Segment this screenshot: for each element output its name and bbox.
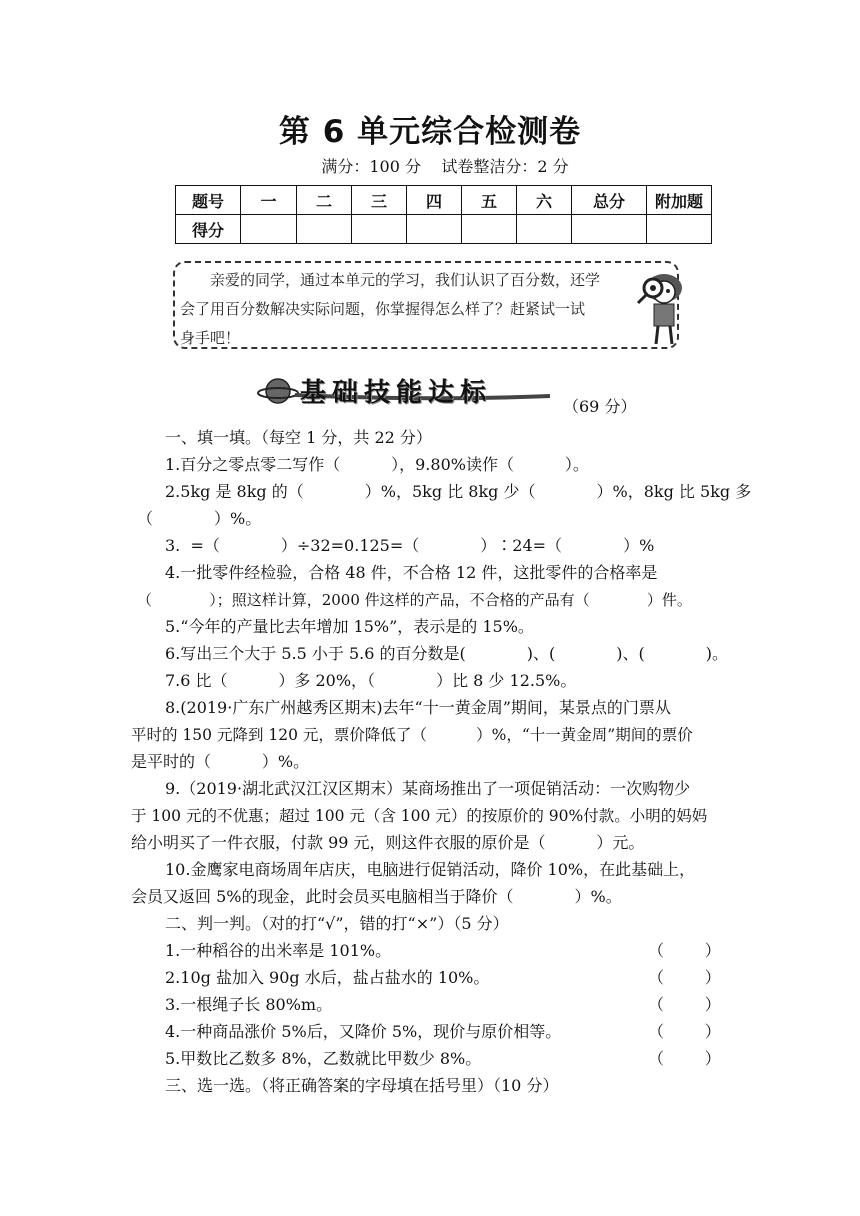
score-cell[interactable] [297, 215, 352, 244]
score-header-label: 题号 [176, 186, 241, 215]
score-cell[interactable] [572, 215, 647, 244]
question-line: 是平时的（ ）%。 [131, 752, 310, 771]
section-heading: 二、判一判。（对的打“√”，错的打“×”）（5 分） [165, 914, 509, 933]
judge-answer-paren[interactable]: （ ） [648, 1049, 721, 1068]
score-header-5: 五 [462, 186, 517, 215]
question-line: 8.(2019·广东广州越秀区期末)去年“十一黄金周”期间，某景点的门票从 [165, 698, 671, 717]
score-cell[interactable] [517, 215, 572, 244]
intro-line: 身手吧！ [180, 329, 241, 347]
question-line: 平时的 150 元降到 120 元，票价降低了（ ）%，“十一黄金周”期间的票价 [131, 726, 693, 744]
score-header-1: 一 [241, 186, 297, 215]
score-table-header-row [176, 186, 712, 215]
question-line: 6.写出三个大于 5.5 小于 5.6 的百分数是( )、( )、( )。 [165, 644, 729, 663]
judge-item: 4.一种商品涨价 5%后，又降价 5%，现价与原价相等。 [165, 1022, 562, 1041]
question-line: 7.6 比（ ）多 20%，（ ）比 8 少 12.5%。 [165, 671, 577, 690]
question-line: （ ）%。 [137, 509, 262, 528]
intro-line: 亲爱的同学，通过本单元的学习，我们认识了百分数，还学 [210, 271, 601, 289]
score-cell[interactable] [241, 215, 297, 244]
page-subtitle: 满分：100 分 试卷整洁分：2 分 [321, 157, 569, 176]
section-heading: 三、选一选。（将正确答案的字母填在括号里）（10 分） [165, 1076, 559, 1095]
question-line: 会员又返回 5%的现金，此时会员买电脑相当于降价（ ）%。 [131, 887, 622, 906]
judge-item: 5.甲数比乙数多 8%，乙数就比甲数少 8%。 [165, 1049, 482, 1068]
question-line: 9.（2019·湖北武汉江汉区期末）某商场推出了一项促销活动：一次购物少 [165, 779, 691, 798]
score-table-score-row [176, 215, 712, 244]
question-line: 于 100 元的不优惠；超过 100 元（含 100 元）的按原价的 90%付款。小明的妈妈 [131, 807, 708, 825]
question-line: 4.一批零件经检验，合格 48 件，不合格 12 件，这批零件的合格率是 [165, 563, 658, 582]
question-line: 5.“今年的产量比去年增加 15%”，表示是的 15%。 [165, 617, 534, 636]
question-line: 1.百分之零点零二写作（ ），9.80%读作（ ）。 [165, 455, 589, 474]
score-header-extra: 附加题 [647, 186, 712, 215]
score-cell[interactable] [647, 215, 712, 244]
section-banner-score: （69 分） [563, 397, 637, 416]
score-table [175, 185, 712, 244]
score-header-total: 总分 [572, 186, 647, 215]
magnifier-girl-icon [634, 266, 690, 348]
judge-item: 2.10g 盐加入 90g 水后，盐占盐水的 10%。 [165, 968, 490, 987]
score-cell[interactable] [352, 215, 407, 244]
judge-answer-paren[interactable]: （ ） [648, 941, 721, 960]
question-line: （ ）；照这样计算，2000 件这样的产品，不合格的产品有（ ）件。 [137, 591, 692, 609]
intro-text [180, 266, 642, 353]
score-header-4: 四 [407, 186, 462, 215]
page-title: 第 6 单元综合检测卷 [278, 114, 582, 150]
score-header-3: 三 [352, 186, 407, 215]
question-line: 给小明买了一件衣服，付款 99 元，则这件衣服的原价是（ ）元。 [131, 833, 645, 852]
question-line: 2.5kg 是 8kg 的（ ）%，5kg 比 8kg 少（ ）%，8kg 比 5kg 多 [165, 482, 752, 501]
question-line: 10.金鹰家电商场周年店庆，电脑进行促销活动，降价 10%，在此基础上， [165, 860, 696, 879]
intro-line: 会了用百分数解决实际问题，你掌握得怎么样了？赶紧试一试 [180, 300, 586, 318]
score-cell[interactable] [462, 215, 517, 244]
judge-answer-paren[interactable]: （ ） [648, 968, 721, 987]
score-row-label: 得分 [176, 215, 241, 244]
section-banner-label: 基础技能达标 [300, 378, 493, 408]
judge-answer-paren[interactable]: （ ） [648, 1022, 721, 1041]
question-line: 3. =（ ）÷32=0.125=（ ）∶24=（ ）% [165, 536, 655, 555]
section-heading: 一、填一填。（每空 1 分，共 22 分） [165, 428, 432, 447]
score-header-6: 六 [517, 186, 572, 215]
judge-item: 1.一种稻谷的出米率是 101%。 [165, 941, 392, 960]
judge-item: 3.一根绳子长 80%m。 [165, 995, 333, 1014]
judge-answer-paren[interactable]: （ ） [648, 995, 721, 1014]
score-cell[interactable] [407, 215, 462, 244]
score-header-2: 二 [297, 186, 352, 215]
